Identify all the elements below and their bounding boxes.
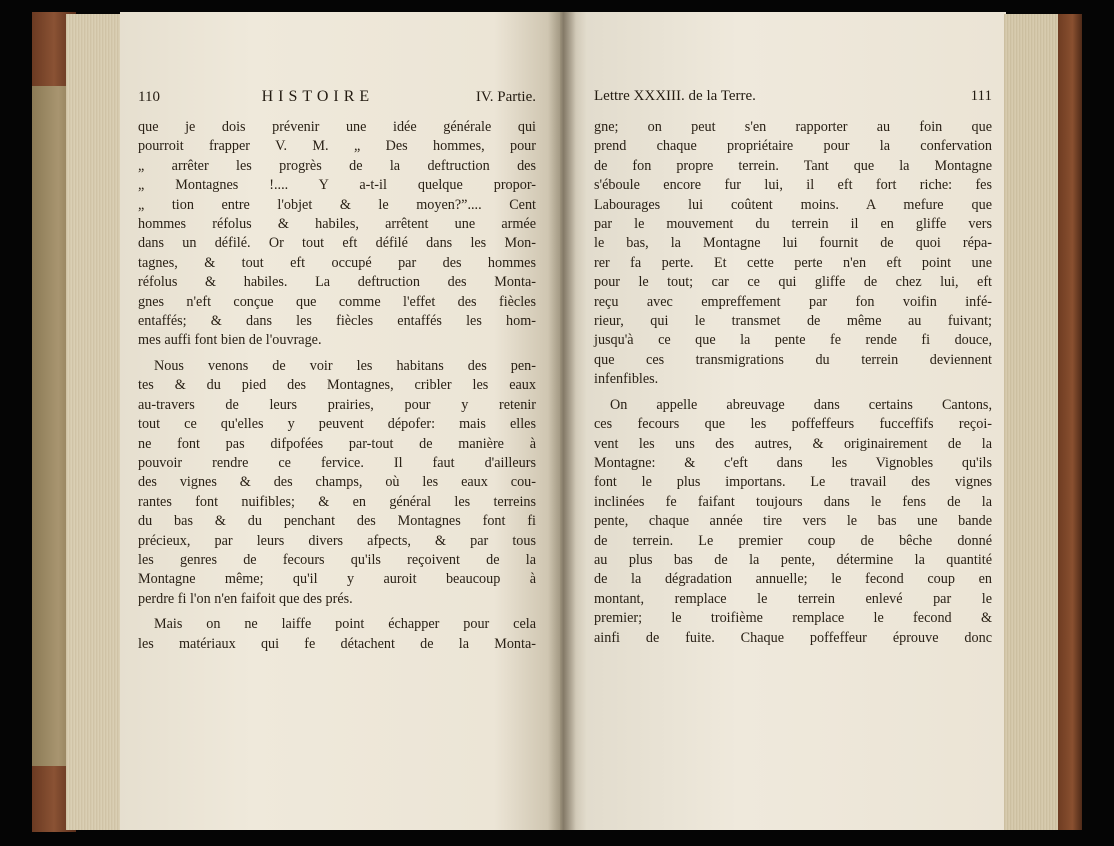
text-line: pourroit frapper V. M. „ Des hommes, pour [138, 138, 536, 155]
text-line: „ arrêter les progrès de la deftruction des [138, 157, 536, 174]
text-line: dans un défilé. Or tout eft défilé dans les Mon- [138, 235, 536, 252]
text-line: tout ce qu'elles y peuvent dépofer: mais elles [138, 416, 536, 433]
right-page-content [560, 0, 1006, 846]
text-line: entaffés; & dans les fiècles entaffés les hom- [138, 313, 536, 330]
text-line: tagnes, & tout eft occupé par des hommes [138, 254, 536, 271]
left-page-number: 110 [138, 89, 160, 105]
text-line: reçu avec empreffement par fon voifin infé- [594, 293, 992, 310]
right-cover-board [1058, 14, 1082, 830]
paragraph [138, 615, 536, 654]
text-line: Nous venons de voir les habitans des pen- [154, 357, 536, 374]
text-line: perdre fi l'on n'en faifoit que des prés. [138, 590, 353, 607]
text-line: rieur, qui le transmet de même au fuivant; [594, 313, 992, 330]
paragraph [594, 118, 992, 390]
text-line: Labourages lui coûtent moins. A mefure que [594, 196, 992, 213]
text-line: rantes font nuifibles; & en général les terreins [138, 493, 536, 510]
right-page-edges [1004, 14, 1060, 830]
text-line: Montagne même; qu'il y auroit beaucoup à [138, 571, 536, 588]
text-line: par le mouvement du terrein il en gliffe vers [594, 216, 992, 233]
paragraph [138, 118, 536, 351]
text-line: „ tion entre l'objet & le moyen?”.... Cent [138, 196, 536, 213]
text-line: vent les uns des autres, & originairement de la [594, 435, 992, 452]
text-line: tes & du pied des Montagnes, cribler les eaux [138, 377, 536, 394]
text-line: s'éboule encore fur lui, il eft fort riche: fes [594, 177, 992, 194]
paragraph [594, 396, 992, 648]
text-line: hommes réfolus & habiles, arrêtent une armée [138, 216, 536, 233]
text-line: ces fecours que les poffeffeurs fucceffifs reçoi- [594, 416, 992, 433]
right-text-block [594, 118, 992, 648]
text-line: pouvoir rendre ce fervice. Il faut d'ailleurs [138, 454, 536, 471]
text-line: le bas, la Montagne lui fournit de quoi répa- [594, 235, 992, 252]
text-line: inclinées fe faifant toujours dans le fens de la [594, 493, 992, 510]
left-running-head [138, 88, 536, 106]
text-line: de terrein. Le premier coup de bêche donné [594, 532, 992, 549]
text-line: précieux, par leurs divers afpects, & par tous [138, 532, 536, 549]
left-running-title: HISTOIRE [261, 88, 375, 105]
text-line: Montagne: & c'eft dans les Vignobles qu'ils [594, 454, 992, 471]
text-line: gnes n'eft conçue que comme l'effet des fiècles [138, 293, 536, 310]
text-line: jusqu'à ce que la pente fe rende fi douce, [594, 332, 992, 349]
text-line: de la dégradation annuelle; le fecond coup en [594, 571, 992, 588]
text-line: prend chaque propriétaire pour la confervation [594, 138, 992, 155]
text-line: „ Montagnes !.... Y a-t-il quelque propor- [138, 177, 536, 194]
text-line: pour le tout; car ce qui gliffe de chez lui, eft [594, 274, 992, 291]
text-line: Mais on ne laiffe point échapper pour cela [154, 616, 536, 633]
text-line: les genres de fecours qu'ils reçoivent de la [138, 551, 536, 568]
text-line: du bas & du penchant des Montagnes font fi [138, 513, 536, 530]
right-page-number: 111 [970, 88, 992, 104]
text-line: gne; on peut s'en rapporter au foin que [594, 119, 992, 135]
text-line: On appelle abreuvage dans certains Cantons, [610, 396, 992, 413]
right-running-head [594, 88, 992, 105]
text-line: que ces transmigrations du terrein deviennent [594, 351, 992, 368]
text-line: au plus bas de la pente, détermine la quantité [594, 551, 992, 568]
text-line: des vignes & des champs, où les eaux cou- [138, 474, 536, 491]
text-line: mes auffi font bien de l'ouvrage. [138, 332, 322, 349]
text-line: premier; le troifième remplace le fecond & [594, 610, 992, 627]
paragraph [138, 357, 536, 609]
left-part-label: IV. Partie. [475, 89, 536, 105]
text-line: de fon propre terrein. Tant que la Montagne [594, 157, 992, 174]
text-line: réfolus & habiles. La deftruction des Monta- [138, 274, 536, 291]
text-line: au-travers de leurs prairies, pour y retenir [138, 396, 536, 413]
text-line: ne font pas difpofées par-tout de manière à [138, 435, 536, 452]
text-line: infenfibles. [594, 371, 659, 388]
text-line: pente, chaque année tire vers le bas une bande [594, 513, 992, 530]
text-line: que je dois prévenir une idée générale qui [138, 119, 536, 135]
text-line: ainfi de fuite. Chaque poffeffeur éprouve donc [594, 629, 992, 646]
text-line: les matériaux qui fe détachent de la Monta- [138, 635, 536, 652]
left-page-edges [66, 14, 126, 830]
left-text-block [138, 118, 536, 654]
text-line: rer fa perte. Et cette perte n'en eft point une [594, 254, 992, 271]
right-running-title: Lettre XXXIII. de la Terre. [594, 88, 756, 104]
text-line: font le plus importans. Le travail des vignes [594, 474, 992, 491]
text-line: montant, remplace le terrein enlevé par le [594, 590, 992, 607]
